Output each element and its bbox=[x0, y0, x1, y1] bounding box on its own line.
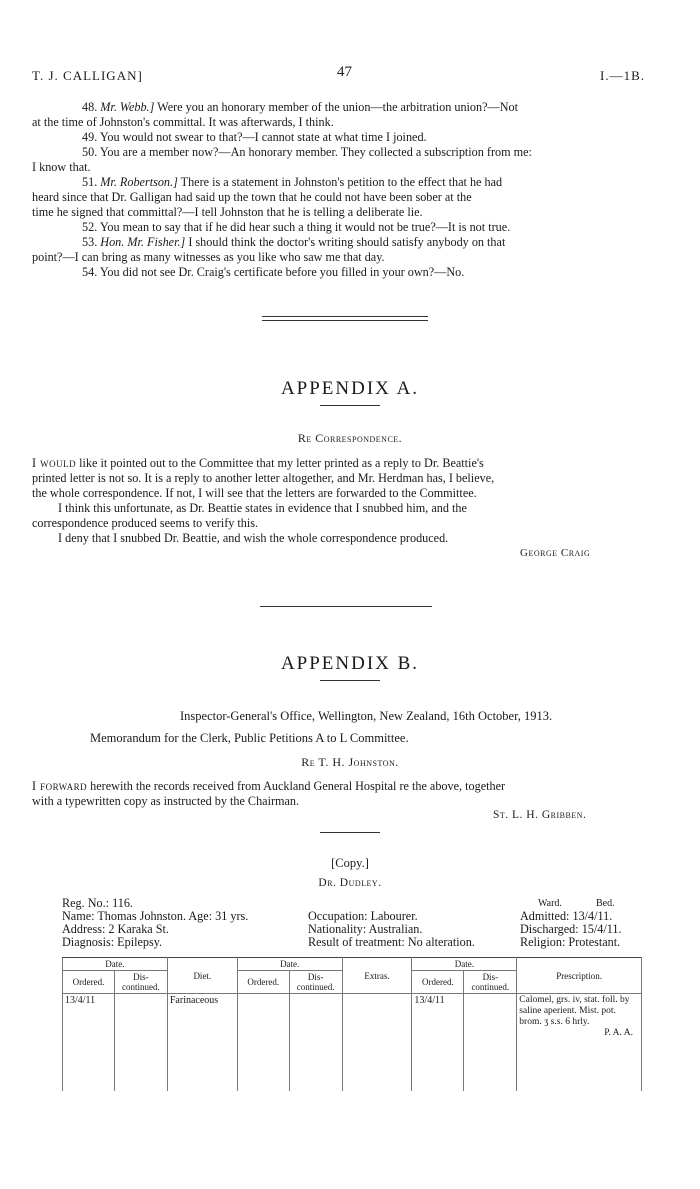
date-header-2: Date. bbox=[237, 958, 342, 971]
appendix-a-line-4: I think this unfortunate, as Dr. Beattie states in evidence that I snubbed him, and the bbox=[58, 501, 467, 515]
discharged-date: Discharged: 15/4/11. bbox=[520, 922, 622, 936]
qa-48: 48. Mr. Webb.] Were you an honorary member of the union—the arbitration union?—Not bbox=[82, 100, 518, 114]
signature-craig: George Craig bbox=[520, 547, 591, 559]
re-line: Re T. H. Johnston. bbox=[301, 755, 399, 769]
diet-discontinued-date bbox=[114, 994, 167, 1092]
prescription-cell bbox=[517, 994, 642, 1092]
bed-label: Bed. bbox=[596, 898, 615, 909]
ordered-header: Ordered. bbox=[63, 971, 115, 994]
extras-discontinued-date bbox=[289, 994, 342, 1092]
date-header-1: Date. bbox=[63, 958, 168, 971]
ward-label: Ward. bbox=[538, 898, 562, 909]
doctor-name: Dr. Dudley. bbox=[318, 877, 382, 889]
discontinued-header: Dis-continued. bbox=[114, 971, 167, 994]
qa-50-cont: I know that. bbox=[32, 160, 91, 174]
patient-address: Address: 2 Karaka St. bbox=[62, 922, 169, 936]
extras-value bbox=[342, 994, 412, 1092]
ordered-header: Ordered. bbox=[412, 971, 464, 994]
qa-51-cont: heard since that Dr. Galligan had said up the town that he could not have been sober at the bbox=[32, 190, 472, 204]
memo-line: Memorandum for the Clerk, Public Petitions A to L Committee. bbox=[90, 731, 409, 745]
extras-header: Extras. bbox=[342, 958, 412, 994]
running-head-left: T. J. CALLIGAN] bbox=[32, 68, 143, 83]
section-divider bbox=[262, 316, 428, 321]
qa-53-cont: point?—I can bring as many witnesses as you like who saw me that day. bbox=[32, 250, 385, 264]
discontinued-header: Dis-continued. bbox=[464, 971, 517, 994]
appendix-b-title: APPENDIX B. bbox=[280, 653, 420, 674]
prescription-text: Calomel, grs. iv, stat. foll. by saline aperient. Mist. pot. brom. ʒ s.s. 6 hrly. bbox=[519, 995, 630, 1027]
admitted-date: Admitted: 13/4/11. bbox=[520, 909, 613, 923]
treatment-result: Result of treatment: No alteration. bbox=[308, 935, 475, 949]
appendix-b-line-2: with a typewritten copy as instructed by the Chairman. bbox=[32, 794, 300, 808]
office-dateline: Inspector-General's Office, Wellington, New Zealand, 16th October, 1913. bbox=[180, 709, 553, 723]
religion: Religion: Protestant. bbox=[520, 935, 621, 949]
reg-no: Reg. No.: 116. bbox=[62, 896, 133, 910]
patient-occupation: Occupation: Labourer. bbox=[308, 909, 418, 923]
appendix-a-line-6: I deny that I snubbed Dr. Beattie, and wish the whole correspondence produced. bbox=[58, 531, 449, 545]
qa-51-cont2: time he signed that committal?—I tell Johnston that he is telling a deliberate lie. bbox=[32, 205, 423, 219]
rx-ordered-date: 13/4/11 bbox=[412, 994, 464, 1092]
appendix-a-line-3: the whole correspondence. If not, I will see that the letters are forwarded to the Committee. bbox=[32, 486, 477, 500]
qa-52: 52. You mean to say that if he did hear such a thing it would not be true?—It is not true. bbox=[82, 220, 511, 234]
page-number: 47 bbox=[337, 64, 352, 80]
qa-48-cont: at the time of Johnston's committal. It was afterwards, I think. bbox=[32, 115, 334, 129]
prescription-header: Prescription. bbox=[517, 958, 642, 994]
discontinued-header: Dis-continued. bbox=[289, 971, 342, 994]
appendix-a-title: APPENDIX A. bbox=[280, 378, 420, 399]
date-header-3: Date. bbox=[412, 958, 517, 971]
copy-label: [Copy.] bbox=[331, 856, 369, 870]
appendix-a-line-2: printed letter is not so. It is a reply to another letter altogether, and Mr. Herdman has, I believe, bbox=[32, 471, 495, 485]
diet-ordered-date: 13/4/11 bbox=[63, 994, 115, 1092]
rx-discontinued-date bbox=[464, 994, 517, 1092]
title-underline bbox=[320, 405, 380, 406]
appendix-b-line-1: I forward herewith the records received from Auckland General Hospital re the above, together bbox=[32, 779, 506, 793]
qa-51: 51. Mr. Robertson.] There is a statement in Johnston's petition to the effect that he had bbox=[82, 175, 503, 189]
document-code: I.—1B. bbox=[600, 68, 645, 83]
ordered-header: Ordered. bbox=[237, 971, 289, 994]
qa-50: 50. You are a member now?—An honorary member. They collected a subscription from me: bbox=[82, 145, 532, 159]
title-underline-b bbox=[320, 680, 380, 681]
qa-53: 53. Hon. Mr. Fisher.] I should think the doctor's writing should satisfy anybody on that bbox=[82, 235, 506, 249]
qa-49: 49. You would not swear to that?—I cannot state at what time I joined. bbox=[82, 130, 427, 144]
patient-nationality: Nationality: Australian. bbox=[308, 922, 423, 936]
section-divider-2 bbox=[260, 606, 432, 607]
qa-54: 54. You did not see Dr. Craig's certificate before you filled in your own?—No. bbox=[82, 265, 465, 279]
diet-value: Farinaceous bbox=[167, 994, 237, 1092]
treatment-table bbox=[62, 957, 642, 1091]
appendix-a-line-5: correspondence produced seems to verify this. bbox=[32, 516, 259, 530]
appendix-a-line-1: I would like it pointed out to the Committee that my letter printed as a reply to Dr. Beattie's bbox=[32, 456, 484, 470]
patient-diagnosis: Diagnosis: Epilepsy. bbox=[62, 935, 163, 949]
diet-header: Diet. bbox=[167, 958, 237, 994]
patient-name: Name: Thomas Johnston. Age: 31 yrs. bbox=[62, 909, 249, 923]
extras-ordered-date bbox=[237, 994, 289, 1092]
appendix-a-subtitle: Re Correspondence. bbox=[297, 431, 403, 445]
signature-gribben: St. L. H. Gribben. bbox=[493, 809, 587, 821]
prescriber-initials: P. A. A. bbox=[604, 1028, 633, 1038]
copy-divider bbox=[320, 832, 380, 833]
